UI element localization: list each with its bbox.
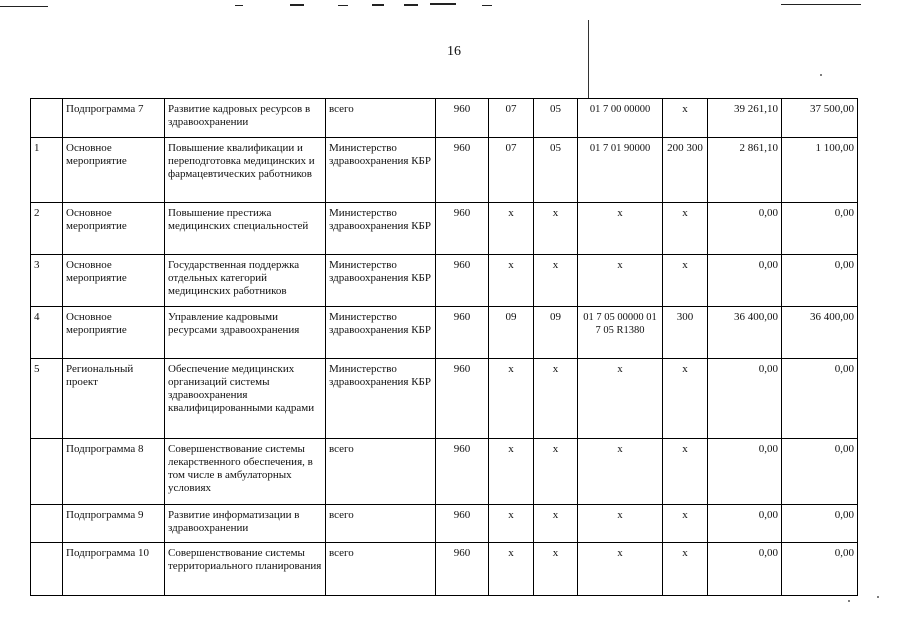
row-number-cell (31, 99, 63, 138)
grbs-code-cell: 960 (436, 99, 489, 138)
row-type-cell: Региональный проект (63, 359, 165, 439)
target-item-code-cell: x (578, 543, 663, 596)
table-row (31, 255, 858, 307)
subsection-code-cell: x (534, 255, 578, 307)
scan-artifact (338, 5, 348, 6)
expense-type-cell: x (663, 505, 708, 543)
amount-1-cell: 0,00 (708, 439, 782, 505)
activity-name-cell: Совершенствование системы территориального планирования (165, 543, 326, 596)
target-item-code-cell: x (578, 505, 663, 543)
expense-type-cell: x (663, 359, 708, 439)
scan-artifact (372, 4, 384, 6)
amount-2-cell: 1 100,00 (782, 138, 858, 203)
row-type-cell: Основное мероприятие (63, 203, 165, 255)
expense-type-cell: x (663, 203, 708, 255)
target-item-code-cell: 01 7 05 00000 01 7 05 R1380 (578, 307, 663, 359)
table-row (31, 439, 858, 505)
scan-artifact (781, 4, 861, 5)
activity-name-cell: Управление кадровыми ресурсами здравоохранения (165, 307, 326, 359)
section-code-cell: 07 (489, 99, 534, 138)
subsection-code-cell: x (534, 203, 578, 255)
grbs-code-cell: 960 (436, 359, 489, 439)
scan-artifact (404, 4, 418, 6)
row-number-cell: 4 (31, 307, 63, 359)
executor-cell: всего (326, 505, 436, 543)
section-code-cell: 09 (489, 307, 534, 359)
section-code-cell: x (489, 203, 534, 255)
amount-1-cell: 0,00 (708, 505, 782, 543)
row-number-cell: 3 (31, 255, 63, 307)
executor-cell: всего (326, 99, 436, 138)
row-type-cell: Основное мероприятие (63, 255, 165, 307)
scan-artifact (0, 6, 48, 7)
expense-type-cell: x (663, 543, 708, 596)
executor-cell: Министерство здравоохранения КБР (326, 359, 436, 439)
executor-cell: Министерство здравоохранения КБР (326, 203, 436, 255)
row-type-cell: Подпрограмма 7 (63, 99, 165, 138)
amount-1-cell: 39 261,10 (708, 99, 782, 138)
executor-cell: всего (326, 439, 436, 505)
table-row (31, 359, 858, 439)
scan-artifact (430, 3, 456, 5)
subsection-code-cell: 05 (534, 99, 578, 138)
amount-2-cell: 0,00 (782, 439, 858, 505)
executor-cell: Министерство здравоохранения КБР (326, 138, 436, 203)
grbs-code-cell: 960 (436, 543, 489, 596)
section-code-cell: 07 (489, 138, 534, 203)
grbs-code-cell: 960 (436, 307, 489, 359)
target-item-code-cell: 01 7 00 00000 (578, 99, 663, 138)
amount-1-cell: 2 861,10 (708, 138, 782, 203)
row-type-cell: Основное мероприятие (63, 307, 165, 359)
amount-1-cell: 0,00 (708, 203, 782, 255)
row-number-cell: 5 (31, 359, 63, 439)
row-type-cell: Подпрограмма 10 (63, 543, 165, 596)
section-code-cell: x (489, 543, 534, 596)
subsection-code-cell: x (534, 505, 578, 543)
grbs-code-cell: 960 (436, 138, 489, 203)
section-code-cell: x (489, 439, 534, 505)
scan-dot (820, 74, 822, 76)
section-code-cell: x (489, 255, 534, 307)
amount-2-cell: 0,00 (782, 543, 858, 596)
budget-table (30, 98, 858, 596)
amount-1-cell: 36 400,00 (708, 307, 782, 359)
amount-2-cell: 0,00 (782, 203, 858, 255)
activity-name-cell: Обеспечение медицинских организаций системы здравоохранения квалифицированными кадрами (165, 359, 326, 439)
scan-artifact (482, 5, 492, 6)
amount-2-cell: 0,00 (782, 359, 858, 439)
section-code-cell: x (489, 505, 534, 543)
activity-name-cell: Повышение престижа медицинских специальностей (165, 203, 326, 255)
target-item-code-cell: 01 7 01 90000 (578, 138, 663, 203)
executor-cell: Министерство здравоохранения КБР (326, 307, 436, 359)
row-number-cell (31, 439, 63, 505)
amount-2-cell: 36 400,00 (782, 307, 858, 359)
table-row (31, 138, 858, 203)
row-number-cell: 2 (31, 203, 63, 255)
amount-1-cell: 0,00 (708, 359, 782, 439)
activity-name-cell: Развитие информатизации в здравоохранении (165, 505, 326, 543)
table-row (31, 307, 858, 359)
grbs-code-cell: 960 (436, 255, 489, 307)
target-item-code-cell: x (578, 439, 663, 505)
table-row (31, 543, 858, 596)
row-type-cell: Основное мероприятие (63, 138, 165, 203)
scan-artifact (235, 5, 243, 6)
activity-name-cell: Развитие кадровых ресурсов в здравоохранении (165, 99, 326, 138)
executor-cell: Министерство здравоохранения КБР (326, 255, 436, 307)
target-item-code-cell: x (578, 255, 663, 307)
amount-2-cell: 0,00 (782, 505, 858, 543)
expense-type-cell: x (663, 439, 708, 505)
subsection-code-cell: x (534, 439, 578, 505)
row-type-cell: Подпрограмма 9 (63, 505, 165, 543)
row-number-cell: 1 (31, 138, 63, 203)
scan-dot (848, 600, 850, 602)
target-item-code-cell: x (578, 359, 663, 439)
row-type-cell: Подпрограмма 8 (63, 439, 165, 505)
subsection-code-cell: x (534, 543, 578, 596)
row-number-cell (31, 543, 63, 596)
executor-cell: всего (326, 543, 436, 596)
table-row (31, 203, 858, 255)
row-number-cell (31, 505, 63, 543)
grbs-code-cell: 960 (436, 505, 489, 543)
scan-artifact (290, 4, 304, 6)
activity-name-cell: Государственная поддержка отдельных категорий медицинских работников (165, 255, 326, 307)
subsection-code-cell: x (534, 359, 578, 439)
table-row (31, 99, 858, 138)
scan-vertical-line (588, 20, 589, 98)
amount-2-cell: 0,00 (782, 255, 858, 307)
activity-name-cell: Повышение квалификации и переподготовка медицинских и фармацевтических работников (165, 138, 326, 203)
expense-type-cell: 300 (663, 307, 708, 359)
grbs-code-cell: 960 (436, 203, 489, 255)
page-number: 16 (447, 44, 461, 59)
expense-type-cell: x (663, 99, 708, 138)
target-item-code-cell: x (578, 203, 663, 255)
subsection-code-cell: 09 (534, 307, 578, 359)
scan-dot (877, 596, 879, 598)
amount-1-cell: 0,00 (708, 255, 782, 307)
expense-type-cell: x (663, 255, 708, 307)
table-row (31, 505, 858, 543)
amount-1-cell: 0,00 (708, 543, 782, 596)
amount-2-cell: 37 500,00 (782, 99, 858, 138)
subsection-code-cell: 05 (534, 138, 578, 203)
grbs-code-cell: 960 (436, 439, 489, 505)
section-code-cell: x (489, 359, 534, 439)
expense-type-cell: 200 300 (663, 138, 708, 203)
activity-name-cell: Совершенствование системы лекарственного обеспечения, в том числе в амбулаторных условиях (165, 439, 326, 505)
